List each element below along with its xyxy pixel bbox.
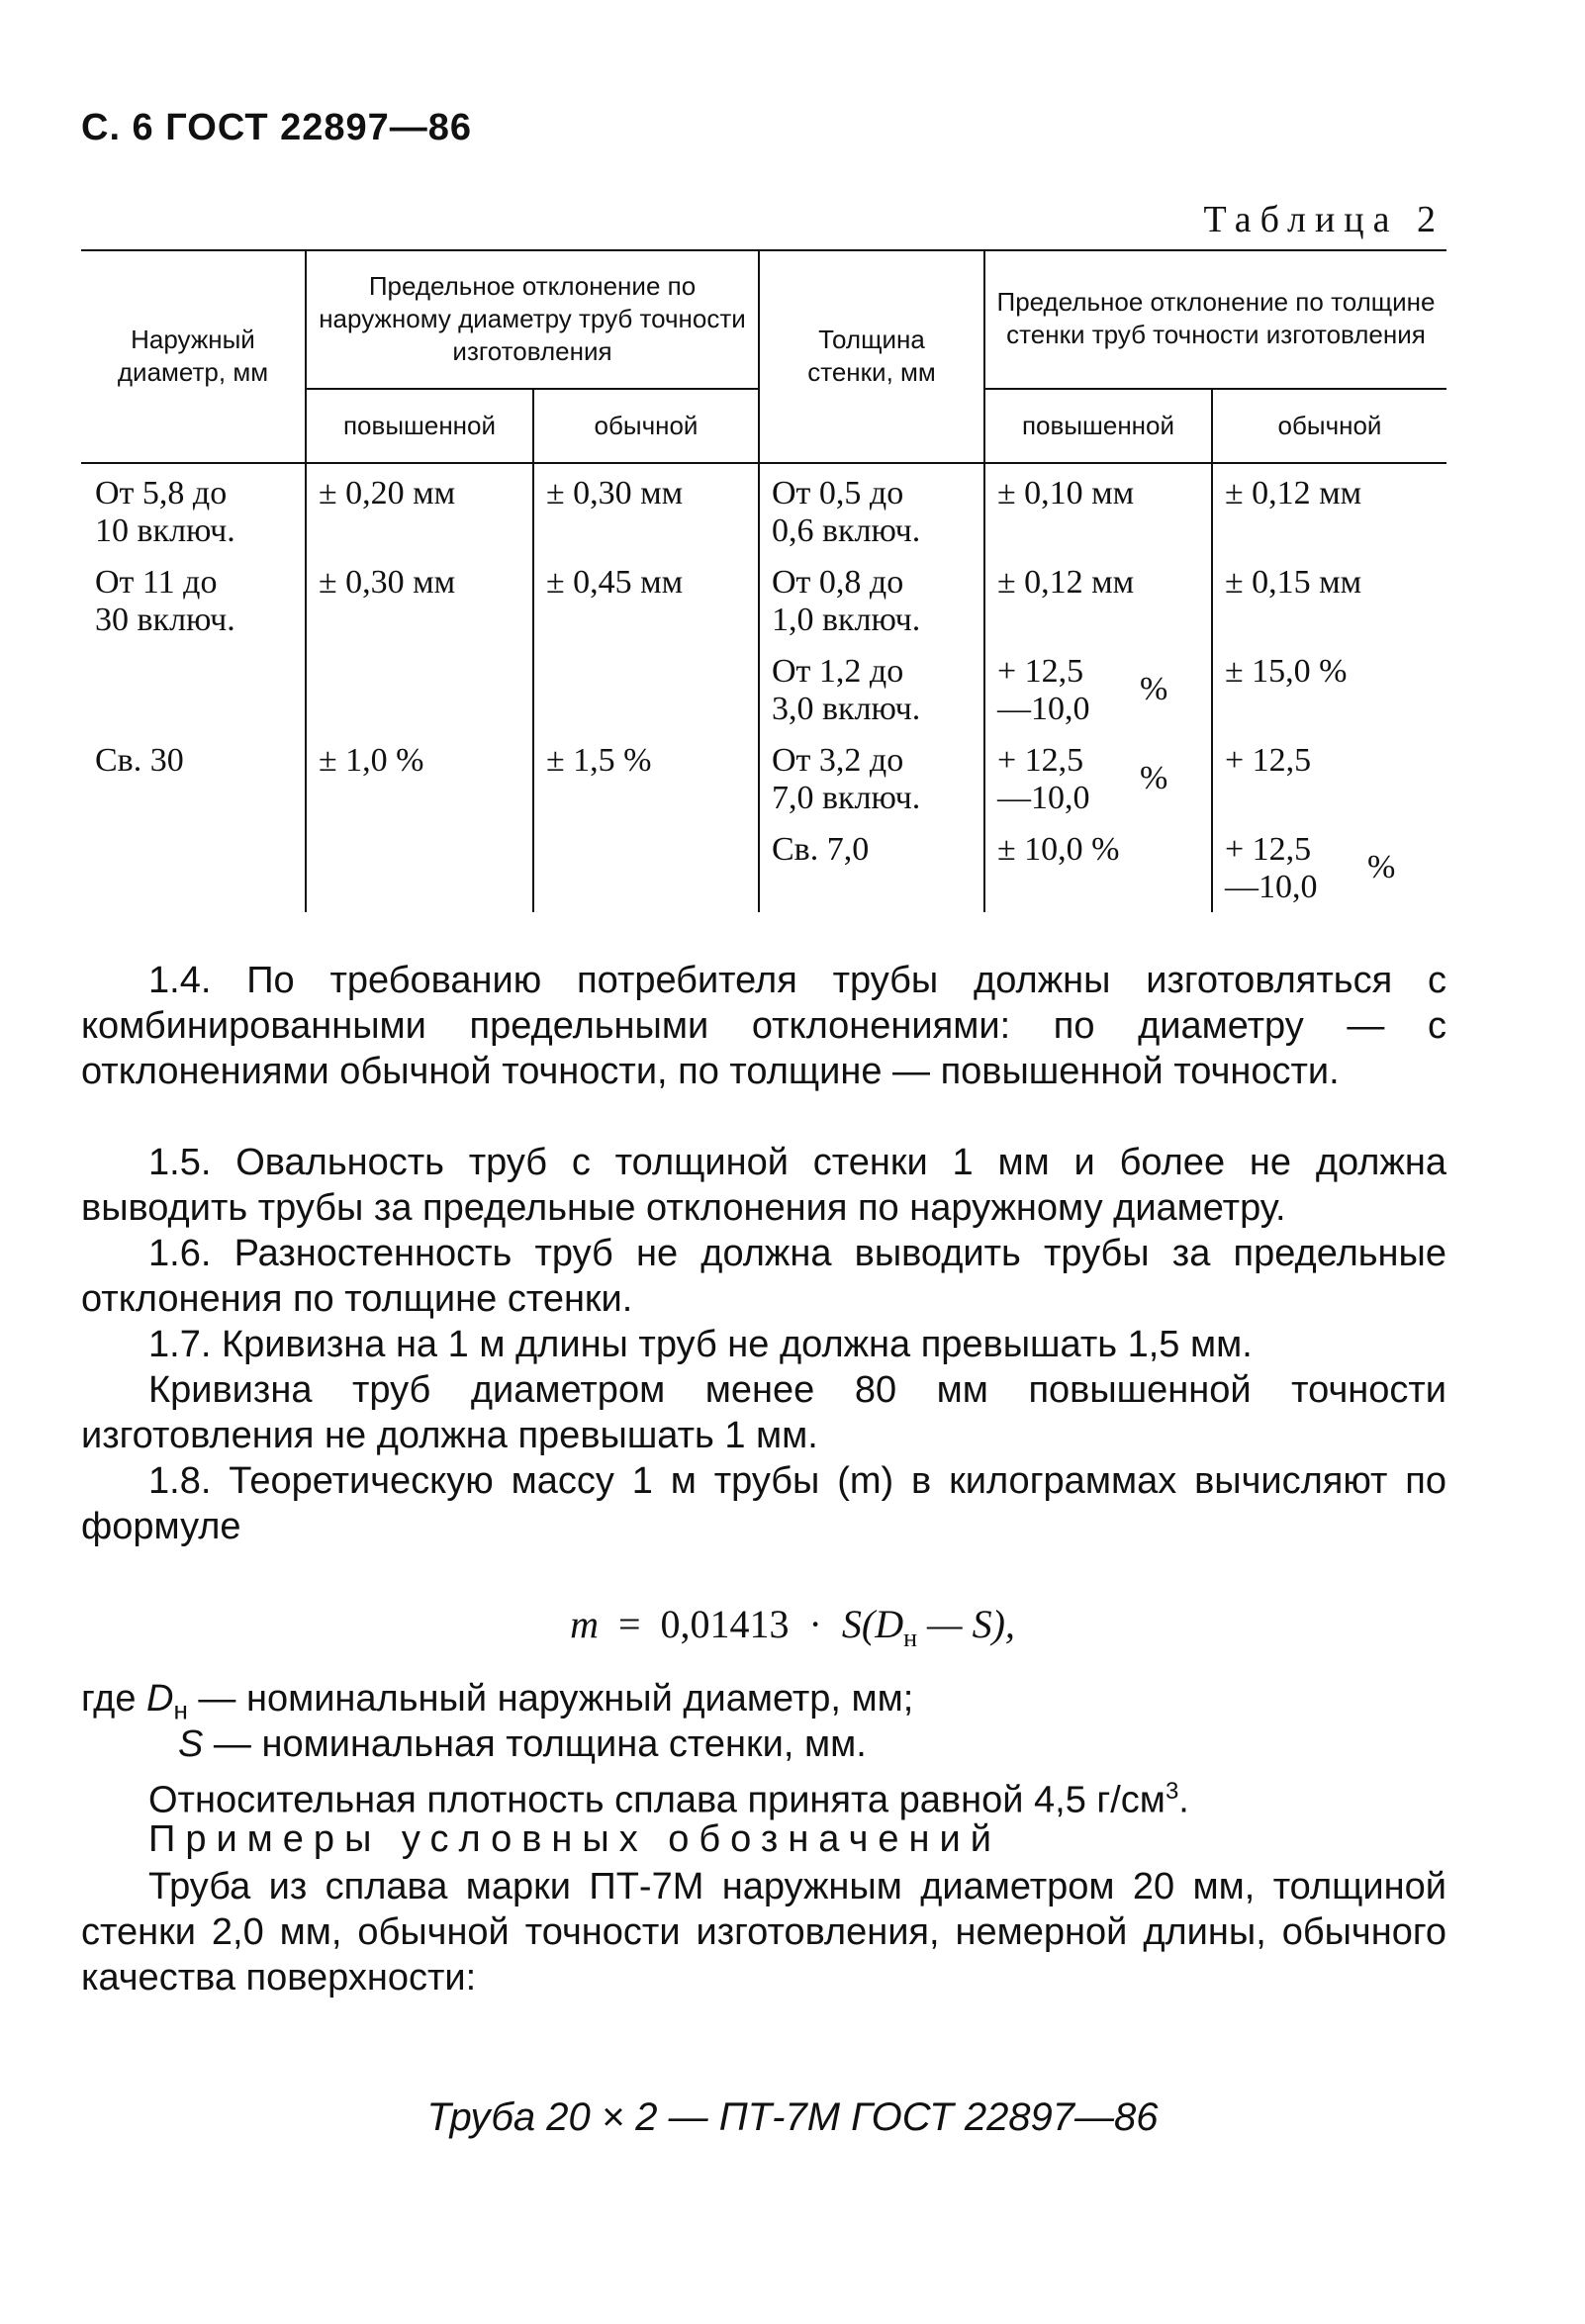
header-outer-diameter: Наружный диаметр, мм [117, 324, 269, 387]
legend-s [178, 1721, 867, 1767]
tolerance-unit: % [1140, 760, 1168, 796]
paragraph-1-8: 1.8. Теоретическую массу 1 м трубы (m) в килограммах вычисляют по формуле [81, 1460, 1446, 1547]
table-caption: Таблица 2 [1203, 199, 1445, 240]
header-diameter-deviation: Предельное отклонение по наружному диаметру труб точности изготовления [319, 270, 746, 366]
mass-formula [0, 1601, 1585, 1653]
wall-ordinary-tolerance [1225, 831, 1423, 906]
density-end: . [1178, 1779, 1189, 1821]
wall-ordinary-cell: ± 0,15 мм [1225, 564, 1362, 601]
formula-coef: 0,01413 [660, 1602, 790, 1646]
diameter-ordinary-cell: ± 0,45 мм [546, 564, 684, 601]
wall-increased-cell: ± 10,0 % [997, 831, 1120, 868]
tolerance-upper: + 12,5 [1225, 831, 1312, 868]
page-header: С. 6 ГОСТ 22897—86 [81, 107, 473, 148]
wall-increased-tolerance [997, 653, 1195, 728]
wall-range-cell: Св. 7,0 [772, 831, 870, 868]
diameter-increased-cell: ± 0,30 мм [319, 564, 456, 601]
legend-s-symbol: S [178, 1723, 204, 1765]
density-line [148, 1769, 1189, 1823]
legend-d-subscript: н [173, 1695, 188, 1725]
wall-range-cell: От 0,5 до 0,6 включ. [772, 475, 921, 549]
density-sup: 3 [1165, 1778, 1179, 1805]
wall-range-cell: От 0,8 до 1,0 включ. [772, 564, 921, 638]
examples-heading: Примеры условных обозначений [148, 1818, 1001, 1860]
header-increased-diameter: повышенной [342, 411, 497, 440]
formula-subscript: н [903, 1624, 918, 1652]
tolerance-upper: + 12,5 [997, 653, 1084, 690]
tolerance-unit: % [1140, 671, 1168, 707]
col-rule-5 [1211, 388, 1213, 912]
tolerance-lower: —10,0 [997, 780, 1090, 816]
header-ordinary-diameter: обычной [594, 411, 699, 440]
tolerance-table [81, 249, 1446, 912]
tolerance-lower: —10,0 [1225, 869, 1318, 905]
wall-increased-cell: ± 0,10 мм [997, 475, 1135, 511]
header-ordinary-wall: обычной [1277, 411, 1382, 440]
tolerance-unit: % [1367, 849, 1396, 885]
example-text: Труба из сплава марки ПТ-7М наружным диаметром 20 мм, толщиной стенки 2,0 мм, обычной точности изготовления, немерной длины, обычного качества поверхности: [81, 1866, 1446, 1999]
diameter-increased-cell: ± 1,0 % [319, 742, 424, 779]
paragraph-1-4: 1.4. По требованию потребителя трубы должны изготовляться с комбинированными предельными отклонениями: по диаметру — с отклонениями обычной точности, по толщине — повышенной точности. [81, 960, 1446, 1092]
header-bottom-rule [81, 462, 1446, 464]
wall-ordinary-cell: ± 0,12 мм [1225, 475, 1362, 511]
tolerance-upper: + 12,5 [997, 742, 1084, 779]
paragraph-1-7: 1.7. Кривизна на 1 м длины труб не должна превышать 1,5 мм. [148, 1324, 1253, 1365]
formula-rhs-close: — S), [917, 1602, 1015, 1646]
legend-where: где [81, 1678, 137, 1720]
density-text: Относительная плотность сплава принята равной 4,5 г/см [148, 1779, 1165, 1821]
diameter-range-cell: От 11 до 30 включ. [95, 564, 235, 638]
legend-s-text: — номинальная толщина стенки, мм. [213, 1723, 867, 1765]
diameter-range-cell: От 5,8 до 10 включ. [95, 475, 235, 549]
example-designation: Труба 20 × 2 — ПТ-7М ГОСТ 22897—86 [426, 2095, 1159, 2139]
paragraph-1-5: 1.5. Овальность труб с толщиной стенки 1 мм и более не должна выводить трубы за предельные отклонения по наружному диаметру. [81, 1142, 1446, 1229]
paragraph-1-7-cont: Кривизна труб диаметром менее 80 мм повышенной точности изготовления не должна превышать 1 мм. [81, 1369, 1446, 1456]
tolerance-lower: —10,0 [997, 691, 1090, 727]
formula-rhs-open: S(D [841, 1602, 904, 1646]
legend-d-text: — номинальный наружный диаметр, мм; [198, 1678, 914, 1720]
formula-lhs: m [570, 1602, 599, 1646]
col-rule-2 [532, 388, 534, 912]
formula-eq: = [617, 1602, 641, 1646]
wall-range-cell: От 3,2 до 7,0 включ. [772, 742, 921, 816]
wall-increased-tolerance [997, 742, 1195, 817]
legend-d-symbol: D [146, 1678, 174, 1720]
diameter-increased-cell: ± 0,20 мм [319, 475, 456, 511]
wall-range-cell: От 1,2 до 3,0 включ. [772, 653, 921, 727]
paragraph-1-6: 1.6. Разностенность труб не должна выводить трубы за предельные отклонения по толщине стенки. [81, 1233, 1446, 1320]
diameter-range-cell: Св. 30 [95, 742, 184, 779]
wall-ordinary-cell: + 12,5 [1225, 742, 1312, 779]
formula-dot: · [808, 1602, 822, 1646]
wall-ordinary-cell: ± 15,0 % [1225, 653, 1348, 690]
header-wall-deviation: Предельное отклонение по толщине стенки труб точности изготовления [996, 287, 1436, 349]
diameter-ordinary-cell: ± 1,5 % [546, 742, 652, 779]
header-wall-thickness: Толщина стенки, мм [807, 324, 936, 387]
diameter-ordinary-cell: ± 0,30 мм [546, 475, 684, 511]
header-increased-wall: повышенной [1021, 411, 1175, 440]
wall-increased-cell: ± 0,12 мм [997, 564, 1135, 601]
